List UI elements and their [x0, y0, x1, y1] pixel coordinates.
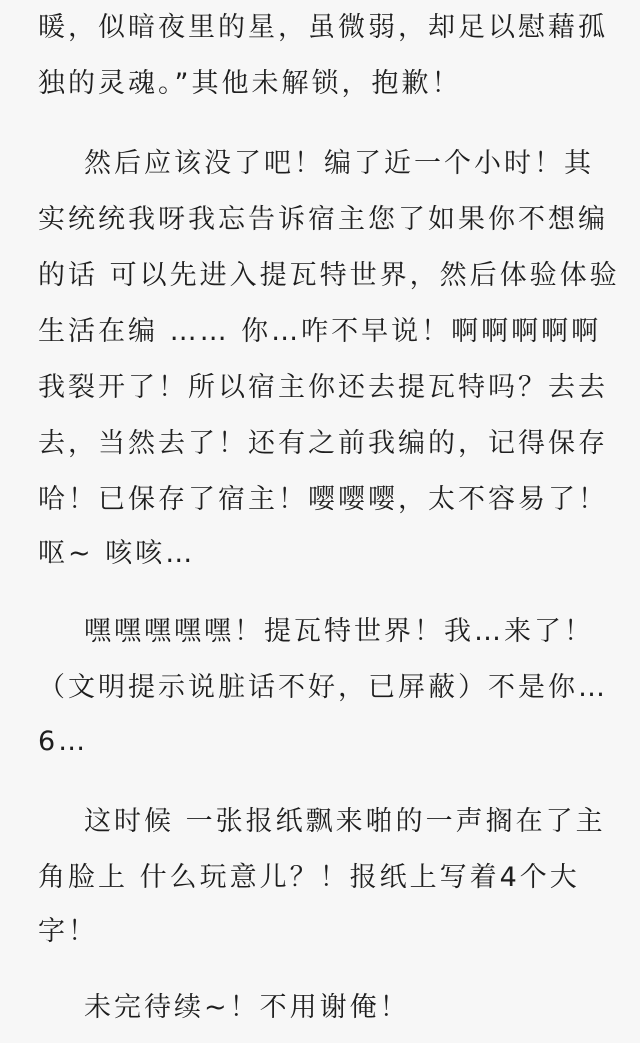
text-line: 然后应该没了吧！编了近一个小时！其	[84, 148, 594, 179]
text-line: 暖，似暗夜里的星，虽微弱，却足以慰藉孤	[38, 12, 608, 43]
text-line: （文明提示说脏话不好，已屏蔽）不是你…	[38, 672, 608, 703]
text-line: 未完待续~！不用谢俺！	[84, 992, 410, 1023]
text-line: 字！	[38, 916, 98, 947]
text-line: 独的灵魂。”其他未解锁，抱歉！	[38, 68, 462, 99]
text-line: 去，当然去了！还有之前我编的，记得保存	[38, 428, 608, 459]
text-line: 呕~ 咳咳…	[38, 538, 196, 569]
text-line: 的话 可以先进入提瓦特世界，然后体验体验	[38, 260, 620, 291]
text-line: 嘿嘿嘿嘿嘿！提瓦特世界！我…来了！	[84, 616, 594, 647]
text-line: 这时候 一张报纸飘来啪的一声搁在了主	[84, 806, 606, 837]
text-line: 哈！已保存了宿主！嘤嘤嘤，太不容易了！	[38, 484, 608, 515]
text-line: 实统统我呀我忘告诉宿主您了如果你不想编	[38, 204, 608, 235]
text-line: 6…	[38, 726, 89, 757]
text-line: 生活在编 …… 你…咋不早说！啊啊啊啊啊	[38, 316, 602, 347]
text-line: 角脸上 什么玩意儿？！报纸上写着4个大	[38, 862, 580, 893]
text-line: 我裂开了！所以宿主你还去提瓦特吗？去去	[38, 372, 608, 403]
